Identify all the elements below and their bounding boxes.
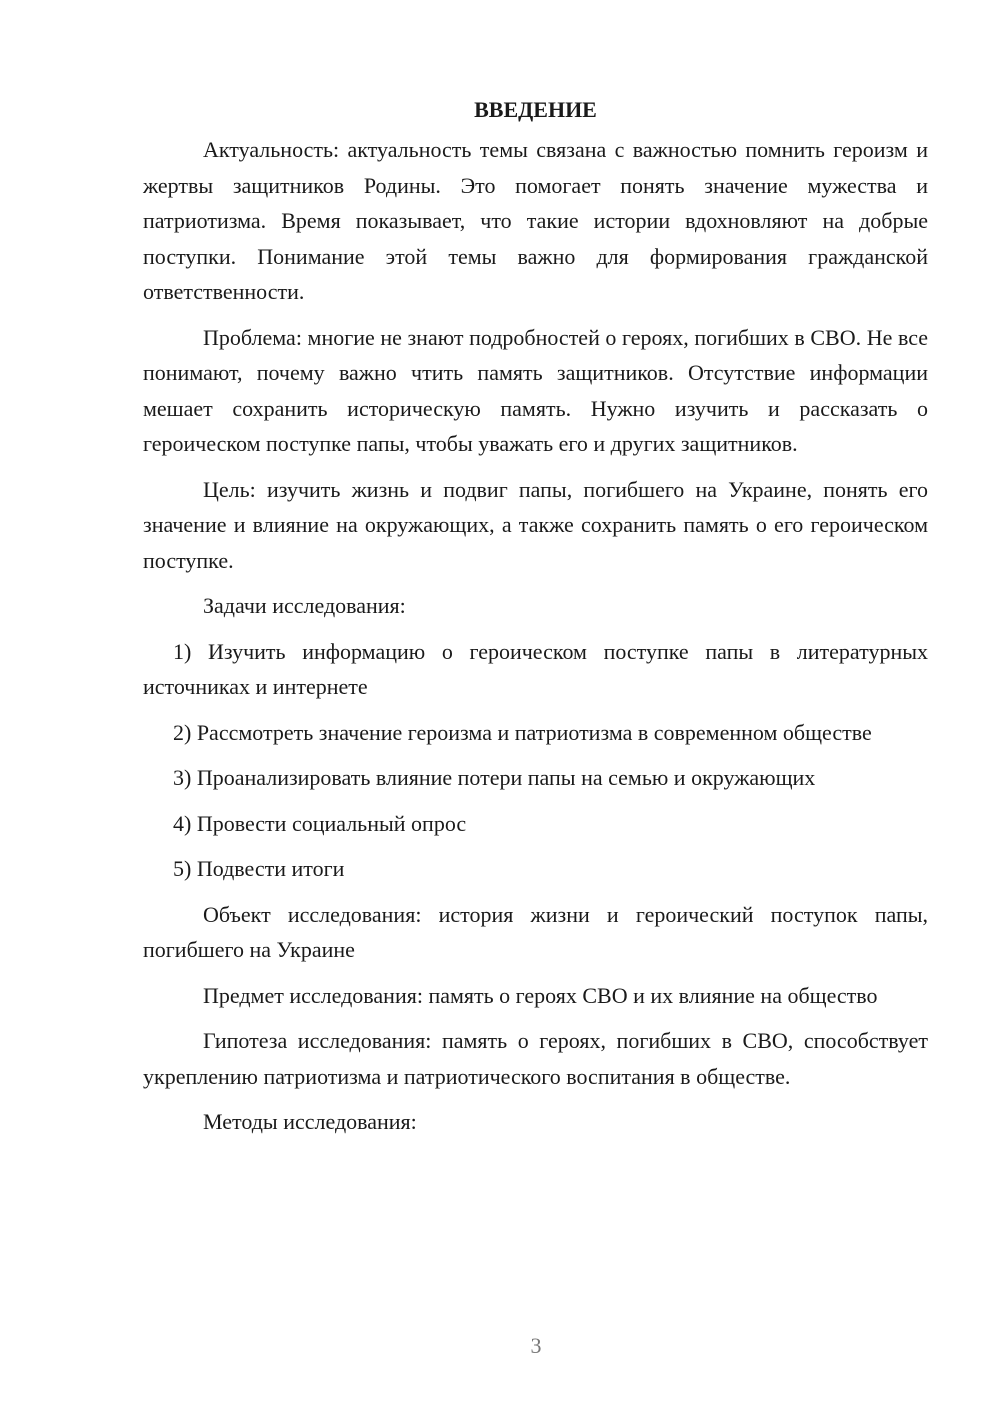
- problem-paragraph: Проблема: многие не знают подробностей о героях, погибших в СВО. Не все понимают, почему важно чтить память защитников. Отсутствие информации мешает сохранить историческую память. Нужно изучить и рассказать о героическом поступке папы, чтобы уважать его и других защитников.: [143, 324, 928, 456]
- methods-heading: Методы исследования:: [203, 1109, 417, 1134]
- relevance-paragraph: Актуальность: актуальность темы связана с важностью помнить героизм и жертвы защитников Родины. Это помогает понять значение мужества и патриотизма. Время показывает, что такие истории вдохновляют на добрые поступки. Понимание этой темы важно для формирования гражданской ответственности.: [143, 137, 928, 304]
- subject-paragraph: Предмет исследования: память о героях СВО и их влияние на общество: [203, 982, 878, 1008]
- list-item: 1) Изучить информацию о героическом поступке папы в литературных источниках и интернете: [143, 638, 928, 699]
- page-number: 3: [530, 1333, 542, 1358]
- tasks-list: [143, 634, 928, 887]
- object-paragraph: Объект исследования: история жизни и героический поступок папы, погибшего на Украине: [143, 901, 928, 962]
- list-item: 4) Провести социальный опрос: [173, 810, 467, 836]
- document-page: [143, 92, 928, 1150]
- hypothesis-paragraph: Гипотеза исследования: память о героях, погибших в СВО, способствует укреплению патриотизма и патриотического воспитания в обществе.: [143, 1028, 928, 1089]
- list-item: 5) Подвести итоги: [173, 856, 345, 881]
- tasks-heading: Задачи исследования:: [203, 593, 406, 618]
- goal-paragraph: Цель: изучить жизнь и подвиг папы, погибшего на Украине, понять его значение и влияние на окружающих, а также сохранить память о его героическом поступке.: [143, 476, 928, 573]
- list-item: 3) Проанализировать влияние потери папы на семью и окружающих: [173, 765, 816, 790]
- list-item: 2) Рассмотреть значение героизма и патриотизма в современном обществе: [173, 719, 872, 745]
- section-title: ВВЕДЕНИЕ: [474, 97, 597, 122]
